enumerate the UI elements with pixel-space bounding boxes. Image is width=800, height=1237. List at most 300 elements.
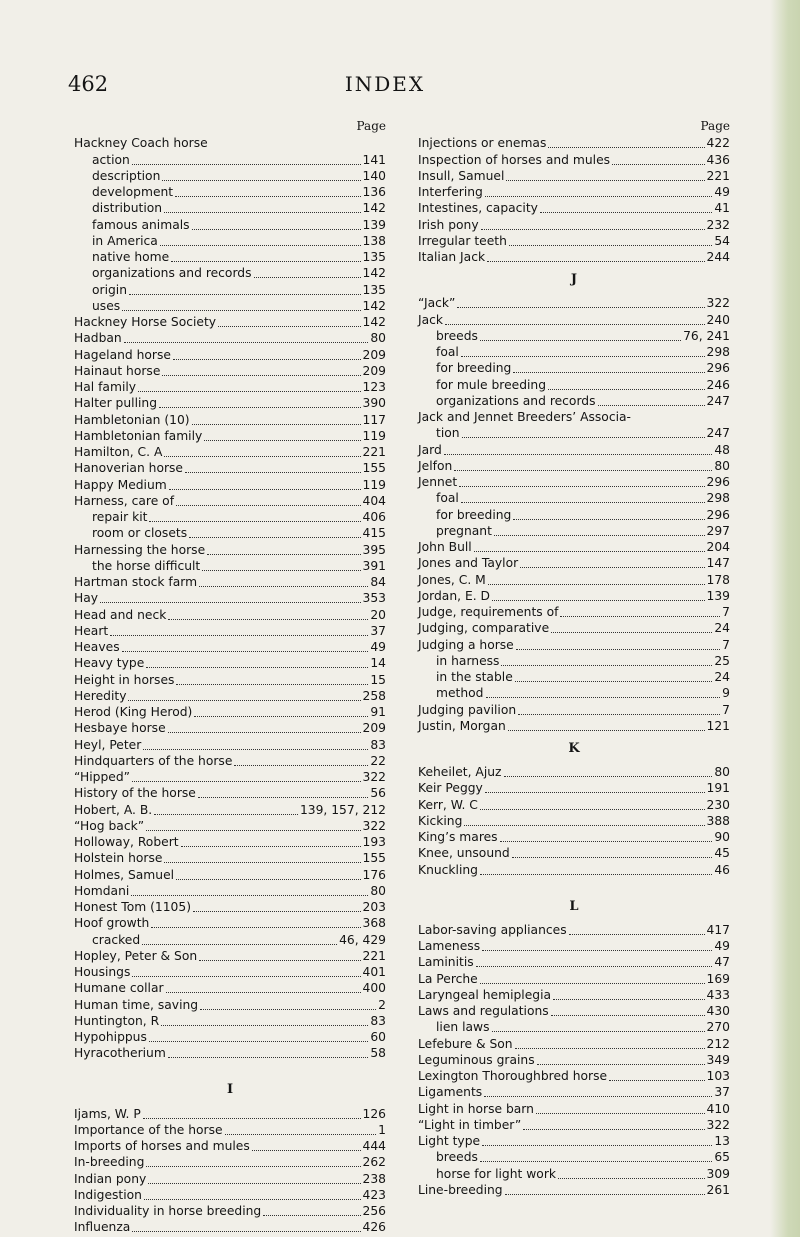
dot-leader [506, 180, 704, 181]
index-subentry [74, 509, 386, 525]
entry-page-numbers: 270 [706, 1020, 730, 1035]
entry-term: Honest Tom (1105) [74, 900, 191, 914]
dot-leader [198, 797, 368, 798]
entry-term: Hackney Coach horse [74, 136, 208, 151]
entry-page-numbers: 426 [362, 1220, 386, 1235]
dot-leader [480, 809, 705, 810]
entry-term: Housings [74, 965, 131, 979]
entry-page-numbers: 444 [362, 1139, 386, 1153]
dot-leader [181, 846, 361, 847]
dot-leader [175, 196, 360, 197]
index-entry [74, 834, 386, 850]
index-entry [418, 764, 730, 780]
index-entry [418, 829, 730, 845]
index-entry [74, 720, 386, 736]
index-entry [418, 1052, 730, 1068]
entry-page-numbers: 404 [362, 493, 386, 508]
entry-page-numbers: 37 [714, 1085, 730, 1100]
entry-page-numbers: 322 [362, 818, 386, 833]
index-subentry [418, 669, 730, 685]
dot-leader [218, 326, 360, 327]
entry-page-numbers: 256 [362, 1204, 386, 1218]
dot-leader [146, 1166, 360, 1167]
entry-term: Jelfon [418, 458, 453, 473]
index-entry [418, 620, 730, 636]
index-entry [74, 801, 386, 817]
dot-leader [480, 340, 681, 341]
entry-term: La Perche [418, 971, 478, 986]
entry-page-numbers: 400 [362, 981, 386, 996]
entry-page-numbers: 65 [714, 1150, 730, 1165]
index-entry [74, 1029, 386, 1045]
dot-leader [454, 470, 712, 471]
entry-term: Huntington, R [74, 1013, 160, 1028]
section-gap [418, 878, 730, 892]
entry-term: Heyl, Peter [74, 737, 142, 752]
entry-page-numbers: 433 [706, 987, 730, 1002]
index-entry [74, 785, 386, 801]
index-entry [74, 655, 386, 671]
entry-term: Hartman stock farm [74, 575, 198, 589]
index-entry [418, 1117, 730, 1133]
dot-leader [144, 1199, 361, 1200]
dot-leader [234, 765, 368, 766]
dot-leader [142, 944, 337, 945]
dot-leader [485, 196, 713, 197]
entry-page-numbers: 193 [362, 835, 386, 849]
entry-term: description [92, 168, 161, 183]
index-entry [74, 818, 386, 834]
dot-leader [461, 356, 705, 357]
entry-term: Jones and Taylor [418, 556, 519, 571]
entry-page-numbers: 155 [362, 461, 386, 476]
dot-leader [512, 857, 713, 858]
index-entry [74, 606, 386, 622]
entry-page-numbers: 230 [706, 797, 730, 812]
dot-leader [154, 814, 298, 815]
entry-page-numbers: 7 [722, 702, 730, 717]
entry-term: King’s mares [418, 830, 498, 844]
dot-leader [548, 389, 704, 390]
dot-leader [482, 1145, 712, 1146]
entry-page-numbers: 46, 429 [339, 932, 386, 947]
entry-term: Holloway, Robert [74, 835, 179, 849]
entry-term: Line-breeding [418, 1182, 503, 1197]
entry-page-numbers: 209 [362, 347, 386, 362]
entry-page-numbers: 47 [714, 955, 730, 970]
entry-page-numbers: 46 [714, 862, 730, 877]
entry-term: History of the horse [74, 786, 196, 801]
entry-page-numbers: 423 [362, 1187, 386, 1202]
index-entry [74, 411, 386, 427]
entry-term: Light type [418, 1134, 481, 1148]
index-entry [418, 718, 730, 734]
index-subentry [74, 931, 386, 947]
dot-leader [149, 521, 360, 522]
entry-page-numbers: 56 [370, 786, 386, 801]
dot-leader [171, 261, 360, 262]
dot-leader [508, 730, 705, 731]
entry-page-numbers: 417 [706, 922, 730, 937]
section-letter: I [226, 1082, 234, 1098]
index-entry [74, 704, 386, 720]
dot-leader [129, 294, 361, 295]
index-subentry [418, 490, 730, 506]
index-entry [418, 409, 730, 425]
entry-page-numbers: 83 [370, 1013, 386, 1028]
index-subentry [418, 344, 730, 360]
dot-leader [151, 927, 360, 928]
entry-page-numbers: 80 [370, 883, 386, 898]
dot-leader [204, 440, 360, 441]
entry-term: origin [92, 282, 128, 297]
entry-term: action [92, 152, 130, 167]
entry-term: In-breeding [74, 1155, 145, 1170]
entry-page-numbers: 258 [362, 688, 386, 703]
index-subentry [74, 249, 386, 265]
dot-leader [551, 1015, 705, 1016]
dot-leader [168, 619, 368, 620]
entry-term: Holmes, Samuel [74, 867, 175, 882]
entry-page-numbers: 391 [362, 558, 386, 573]
entry-term: Herod (King Herod) [74, 705, 193, 719]
entry-page-numbers: 238 [362, 1171, 386, 1186]
entry-term: cracked [92, 932, 141, 947]
entry-page-numbers: 140 [362, 168, 386, 183]
entry-page-numbers: 232 [706, 217, 730, 232]
entry-page-numbers: 296 [706, 361, 730, 376]
entry-term: Injections or enemas [418, 136, 547, 151]
index-subentry [418, 685, 730, 701]
entry-page-numbers: 147 [706, 556, 730, 571]
index-entry [418, 168, 730, 184]
dot-leader [225, 1134, 377, 1135]
entry-page-numbers: 395 [362, 542, 386, 557]
index-entry [418, 780, 730, 796]
entry-term: Human time, saving [74, 997, 199, 1012]
section-letter: J [570, 272, 578, 287]
entry-page-numbers: 141 [362, 152, 386, 167]
entry-term: Italian Jack [418, 250, 486, 264]
entry-term: breeds [436, 1150, 478, 1165]
index-subentry [418, 523, 730, 539]
entry-page-numbers: 390 [362, 396, 386, 411]
entry-page-numbers: 349 [706, 1052, 730, 1067]
entry-term: Ijams, W. P [74, 1106, 141, 1121]
index-entry [418, 555, 730, 571]
dot-leader [444, 454, 713, 455]
entry-page-numbers: 22 [370, 753, 386, 768]
dot-leader [122, 310, 360, 311]
entry-term: Holstein horse [74, 851, 163, 866]
index-entry [418, 184, 730, 200]
index-entry [74, 736, 386, 752]
index-entry [418, 249, 730, 265]
entry-term: Hackney Horse Society [74, 315, 217, 329]
dot-leader [199, 960, 360, 961]
index-entry [74, 314, 386, 330]
entry-term: Jack [418, 312, 444, 327]
index-entry [418, 233, 730, 249]
page-header [0, 72, 800, 102]
entry-term: Knuckling [418, 862, 478, 877]
entry-page-numbers: 123 [362, 380, 386, 394]
dot-leader [558, 1178, 705, 1179]
entry-term: Harness, care of [74, 493, 175, 508]
column-heading-page: Page [356, 119, 386, 133]
entry-page-numbers: 296 [706, 507, 730, 522]
dot-leader [560, 616, 720, 617]
entry-page-numbers: 309 [706, 1166, 730, 1181]
dot-leader [138, 391, 360, 392]
dot-leader [518, 714, 720, 715]
entry-page-numbers: 121 [706, 718, 730, 733]
entry-term: Individuality in horse breeding [74, 1204, 262, 1218]
entry-term: foal [436, 345, 459, 359]
entry-term: method [436, 686, 484, 701]
index-entry [418, 571, 730, 587]
entry-page-numbers: 84 [370, 575, 386, 589]
dot-leader [131, 895, 368, 896]
entry-term: for breeding [436, 507, 512, 522]
dot-leader [149, 1041, 368, 1042]
dot-leader [445, 324, 704, 325]
entry-page-numbers: 221 [362, 445, 386, 459]
dot-leader [501, 665, 712, 666]
entry-page-numbers: 41 [714, 201, 730, 216]
entry-term: Jard [418, 442, 442, 457]
index-entry [418, 151, 730, 167]
entry-term: Hyracotherium [74, 1046, 166, 1061]
dot-leader [168, 1057, 369, 1058]
entry-page-numbers: 83 [370, 737, 386, 752]
entry-term: Hanoverian horse [74, 461, 183, 476]
entry-term: Lefebure & Son [418, 1036, 513, 1051]
entry-term: for breeding [436, 361, 512, 376]
entry-page-numbers: 176 [362, 867, 386, 882]
index-entry [74, 753, 386, 769]
entry-page-numbers: 298 [706, 491, 730, 506]
index-subentry [74, 233, 386, 249]
entry-term: “Hipped” [74, 770, 131, 784]
entry-page-numbers: 422 [706, 136, 730, 151]
entry-page-numbers: 142 [362, 201, 386, 216]
entry-term: Humane collar [74, 981, 164, 996]
dot-leader [523, 1129, 704, 1130]
entry-page-numbers: 221 [706, 168, 730, 183]
index-entry [418, 636, 730, 652]
page-edge-shading [770, 0, 800, 1237]
dot-leader [474, 551, 705, 552]
entry-term: Lexington Thoroughbred horse [418, 1069, 608, 1083]
entry-page-numbers: 240 [706, 312, 730, 327]
dot-leader [164, 456, 360, 457]
entry-term: Interfering [418, 185, 483, 199]
index-subentry [74, 298, 386, 314]
entry-page-numbers: 155 [362, 851, 386, 866]
entry-term: pregnant [436, 523, 492, 538]
index-column-left [74, 117, 386, 1235]
index-entry [418, 441, 730, 457]
entry-page-numbers: 436 [706, 152, 730, 167]
entry-term: Harnessing the horse [74, 542, 206, 557]
dot-leader [492, 1031, 705, 1032]
index-subentry [74, 151, 386, 167]
entry-page-numbers: 401 [362, 965, 386, 979]
index-entry [418, 1100, 730, 1116]
entry-page-numbers: 37 [370, 623, 386, 638]
index-entry [418, 200, 730, 216]
dot-leader [132, 1231, 360, 1232]
entry-page-numbers: 410 [706, 1101, 730, 1116]
entry-page-numbers: 322 [706, 296, 730, 311]
dot-leader [459, 486, 704, 487]
index-subentry [418, 506, 730, 522]
index-subentry [418, 1165, 730, 1181]
index-entry [418, 845, 730, 861]
dot-leader [487, 261, 704, 262]
entry-term: Indian pony [74, 1171, 147, 1186]
entry-term: Heart [74, 623, 109, 638]
entry-page-numbers: 297 [706, 523, 730, 538]
index-entry [418, 425, 730, 441]
dot-leader [132, 976, 360, 977]
dot-leader [160, 245, 361, 246]
index-entry [74, 623, 386, 639]
dot-leader [168, 732, 361, 733]
index-subentry [418, 376, 730, 392]
dot-leader [537, 1064, 705, 1065]
entry-term: Lameness [418, 939, 481, 953]
entry-page-numbers: 261 [706, 1182, 730, 1197]
entry-page-numbers: 76, 241 [683, 328, 730, 343]
entry-term: Kicking [418, 813, 463, 828]
entry-page-numbers: 20 [370, 607, 386, 622]
entry-term: Height in horses [74, 672, 175, 687]
dot-leader [509, 245, 712, 246]
entry-page-numbers: 24 [714, 670, 730, 684]
entry-term: Leguminous grains [418, 1052, 535, 1067]
index-entry [74, 444, 386, 460]
entry-term: Ligaments [418, 1085, 483, 1100]
dot-leader [480, 983, 705, 984]
entry-page-numbers: 54 [714, 233, 730, 248]
index-subentry [74, 265, 386, 281]
entry-term: Heavy type [74, 656, 145, 671]
index-subentry [74, 168, 386, 184]
entry-term: Jordan, E. D [418, 588, 490, 603]
index-entry [418, 701, 730, 717]
index-entry [418, 938, 730, 954]
dot-leader [185, 472, 361, 473]
dot-leader [553, 999, 704, 1000]
entry-page-numbers: 139 [706, 588, 730, 603]
dot-leader [100, 602, 360, 603]
index-subentry [418, 393, 730, 409]
entry-page-numbers: 262 [362, 1155, 386, 1170]
entry-page-numbers: 322 [706, 1117, 730, 1132]
dot-leader [110, 635, 368, 636]
index-entry [418, 1035, 730, 1051]
index-entry [74, 1138, 386, 1154]
index-entry [418, 954, 730, 970]
entry-term: Hadban [74, 331, 122, 346]
index-entry [74, 639, 386, 655]
index-entry [418, 1003, 730, 1019]
entry-page-numbers: 2 [378, 997, 386, 1012]
entry-term: Hoof growth [74, 916, 150, 931]
index-entry [74, 590, 386, 606]
dot-leader [598, 405, 705, 406]
dot-leader [515, 681, 713, 682]
entry-term: for mule breeding [436, 377, 547, 392]
dot-leader [548, 147, 704, 148]
dot-leader [128, 700, 360, 701]
dot-leader [520, 567, 704, 568]
index-subentry [74, 184, 386, 200]
dot-leader [143, 749, 368, 750]
entry-term: Jack and Jennet Breeders’ Associa- [418, 410, 631, 424]
entry-term: Imports of horses and mules [74, 1139, 250, 1153]
entry-term: room or closets [92, 526, 188, 541]
entry-page-numbers: 322 [362, 770, 386, 784]
dot-leader [494, 535, 705, 536]
index-entry [74, 346, 386, 362]
dot-leader [516, 649, 720, 650]
entry-page-numbers: 58 [370, 1046, 386, 1061]
section-letter: L [569, 898, 579, 914]
dot-leader [143, 1118, 361, 1119]
index-entry [418, 604, 730, 620]
dot-leader [504, 776, 713, 777]
dot-leader [162, 180, 360, 181]
index-entry [74, 541, 386, 557]
entry-page-numbers: 103 [706, 1069, 730, 1083]
entry-term: Halter pulling [74, 396, 157, 411]
dot-leader [164, 862, 360, 863]
index-column-right [418, 117, 730, 1198]
entry-term: Heaves [74, 640, 120, 654]
entry-page-numbers: 368 [362, 916, 386, 931]
index-entry [418, 295, 730, 311]
entry-page-numbers: 209 [362, 721, 386, 736]
entry-term: Hambletonian family [74, 428, 203, 443]
index-entry [74, 1122, 386, 1138]
entry-page-numbers: 7 [722, 605, 730, 619]
dot-leader [481, 229, 705, 230]
index-entry [418, 216, 730, 232]
entry-page-numbers: 1 [378, 1122, 386, 1137]
entry-term: repair kit [92, 510, 148, 524]
entry-term: development [92, 185, 174, 199]
index-entry [74, 493, 386, 509]
index-entry [74, 671, 386, 687]
entry-term: lien laws [436, 1020, 490, 1035]
index-entry [74, 948, 386, 964]
entry-term: Jennet [418, 475, 458, 489]
dot-leader [461, 502, 705, 503]
index-entry [418, 474, 730, 490]
entry-term: Hageland horse [74, 347, 171, 362]
entry-page-numbers: 60 [370, 1030, 386, 1044]
entry-page-numbers: 212 [706, 1036, 730, 1051]
dot-leader [480, 874, 712, 875]
entry-term: Knee, unsound [418, 846, 510, 861]
entry-term: Judging a horse [418, 637, 514, 652]
entry-page-numbers: 406 [362, 510, 386, 524]
index-entry [418, 588, 730, 604]
dot-leader [609, 1080, 704, 1081]
